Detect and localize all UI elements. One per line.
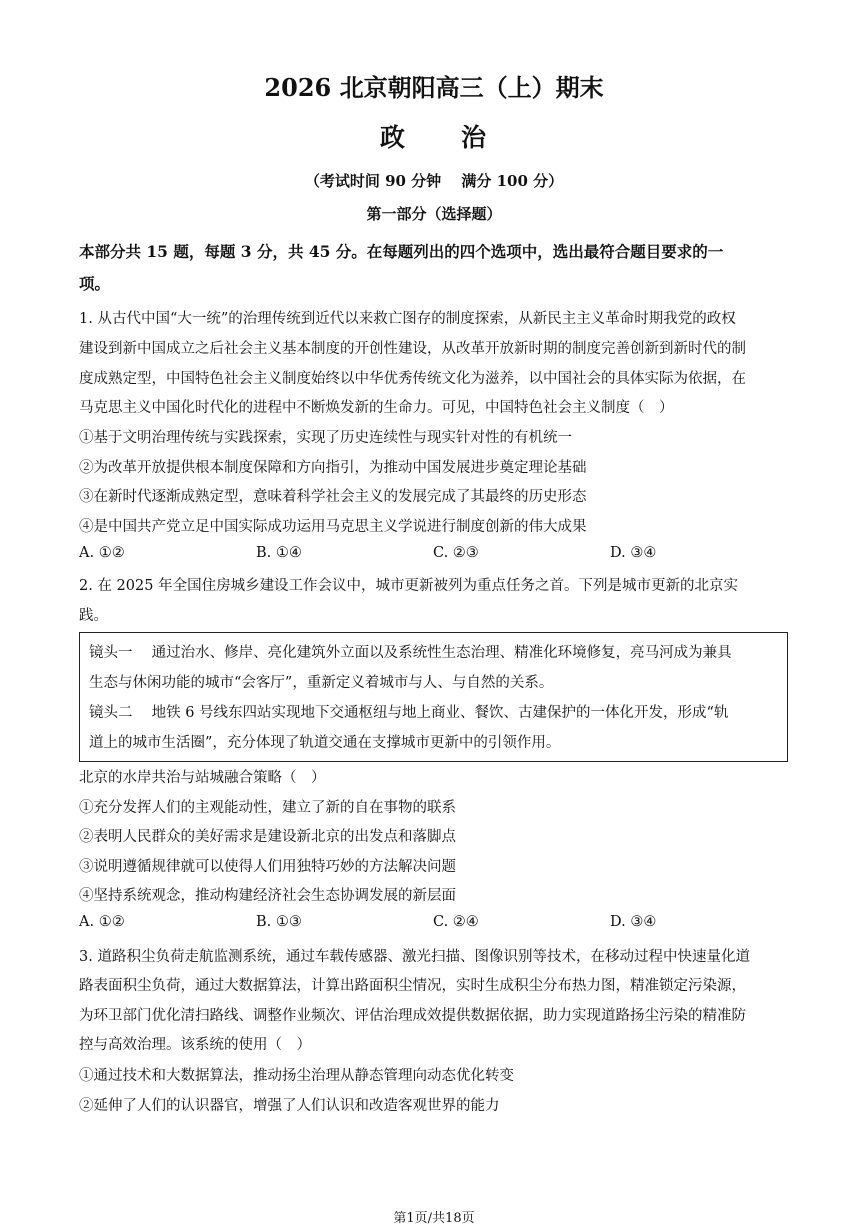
q3-stem-line: 路表面积尘负荷，通过大数据算法，计算出路面积尘情况，实时生成积尘分布热力图，精准锁定污染源， [79,978,746,994]
q1-stem-line: 建设到新中国成立之后社会主义基本制度的开创性建设，从改革开放新时期的制度完善创新到新时代的制 [79,341,746,357]
box-line: 镜头二 地铁 6 号线东四站实现地下交通枢纽与地上商业、餐饮、古建保护的一体化开发，形成“轨 [89,705,729,721]
q1-option-c: C. ②③ [433,545,479,561]
q1-option-d: D. ③④ [610,545,657,561]
q1-stem-line: 1. 从古代中国“大一统”的治理传统到近代以来救亡图存的制度探索，从新民主主义革命时期我党的政权 [79,311,736,327]
q3-stem-line: 控与高效治理。该系统的使用（ ） [79,1037,311,1053]
q1-statement: ④是中国共产党立足中国实际成功运用马克思主义学说进行制度创新的伟大成果 [79,519,587,535]
q1-statement: ③在新时代逐渐成熟定型，意味着科学社会主义的发展完成了其最终的历史形态 [79,489,587,505]
q3-stem-line: 为环卫部门优化清扫路线、调整作业频次、评估治理成效提供数据依据，助力实现道路扬尘污染的精准防 [79,1008,746,1024]
q1-stem-line: 马克思主义中国化时代化的进程中不断焕发新的生命力。可见，中国特色社会主义制度（ ） [79,400,674,416]
q2-statement: ②表明人民群众的美好需求是建设新北京的出发点和落脚点 [79,829,456,845]
part-title: 第一部分（选择题） [366,205,502,223]
q1-statement: ②为改革开放提供根本制度保障和方向指引，为推动中国发展进步奠定理论基础 [79,460,587,476]
q2-question: 北京的水岸共治与站城融合策略（ ） [79,770,326,786]
q1-statement: ①基于文明治理传统与实践探索，实现了历史连续性与现实针对性的有机统一 [79,430,572,446]
q2-stem-line: 2. 在 2025 年全国住房城乡建设工作会议中，城市更新被列为重点任务之首。下列是城市更新的北京实 [79,578,739,594]
subject-title [0,118,868,154]
q2-option-a: A. ①② [79,914,125,930]
box-line: 生态与休闲功能的城市“会客厅”，重新定义着城市与人、与自然的关系。 [89,675,554,691]
subject-text: 政 治 [379,123,488,152]
page-footer: 第1页/共18页 [393,1211,475,1226]
q2-statement: ①充分发挥人们的主观能动性，建立了新的自在事物的联系 [79,800,456,816]
exam-info: （考试时间 90 分钟 满分 100 分） [304,172,564,190]
q2-option-c: C. ②④ [433,914,479,930]
box-line: 镜头一 通过治水、修岸、亮化建筑外立面以及系统性生态治理、精准化环境修复，亮马河成为兼具 [89,645,732,661]
q3-statement: ①通过技术和大数据算法，推动扬尘治理从静态管理向动态优化转变 [79,1068,514,1084]
instructions-line-1: 本部分共 15 题，每题 3 分，共 45 分。在每题列出的四个选项中，选出最符合题目要求的一 [79,242,724,261]
q1-option-b: B. ①④ [256,545,302,561]
q1-stem-line: 度成熟定型，中国特色社会主义制度始终以中华优秀传统文化为滋养，以中国社会的具体实际为依据，在 [79,371,746,387]
q2-statement: ④坚持系统观念，推动构建经济社会生态协调发展的新层面 [79,888,456,904]
box-line: 道上的城市生活圈”，充分体现了轨道交通在支撑城市更新中的引领作用。 [89,735,561,751]
q3-stem-line: 3. 道路积尘负荷走航监测系统，通过车载传感器、激光扫描、图像识别等技术，在移动过程中快速量化道 [79,949,750,965]
exam-title: 2026 北京朝阳高三（上）期末 [264,73,604,102]
q2-material-box [79,632,788,762]
q3-statement: ②延伸了人们的认识器官，增强了人们认识和改造客观世界的能力 [79,1098,500,1114]
q2-option-b: B. ①③ [256,914,302,930]
q2-option-d: D. ③④ [610,914,657,930]
q1-option-a: A. ①② [79,545,125,561]
instructions-line-2: 项。 [79,274,111,293]
q2-statement: ③说明遵循规律就可以使得人们用独特巧妙的方法解决问题 [79,859,456,875]
q2-stem-line: 践。 [79,608,108,624]
